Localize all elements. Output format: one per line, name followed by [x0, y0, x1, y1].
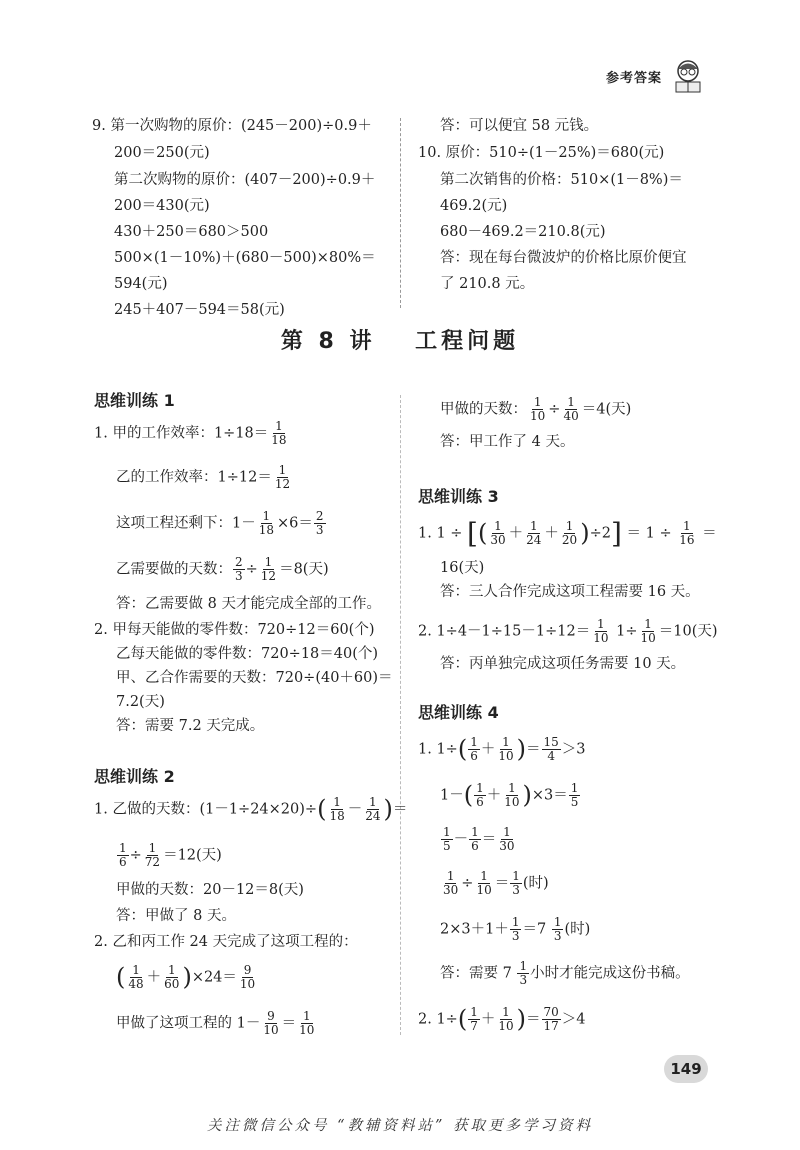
chapter-name: 工程问题 [415, 329, 520, 354]
answer-line: 答：乙需要做 8 天才能完成全部的工作。 [116, 596, 381, 612]
fraction [542, 1006, 561, 1033]
text-line: 430＋250＝680＞500 [114, 224, 269, 240]
header-tag-text: 参考答案 [605, 70, 662, 86]
numerator: 1 [278, 463, 287, 477]
fraction [569, 782, 581, 809]
fraction [496, 1006, 515, 1033]
denominator: 18 [258, 523, 275, 537]
fraction [474, 782, 486, 809]
fraction [561, 396, 580, 423]
numerator: 1 [262, 509, 271, 523]
text-line: 7.2(天) [116, 694, 165, 710]
answer-line: 答：甲工作了 4 天。 [440, 434, 575, 450]
text-line: ＝ [392, 801, 408, 818]
text-line: 乙需要做的天数： [116, 561, 232, 578]
numerator: 9 [267, 1009, 275, 1023]
text-line: 答：现在每台微波炉的价格比原价便宜 [440, 250, 687, 266]
numerator: 1 [471, 825, 479, 839]
text-line: 乙的工作效率：1÷12＝ [116, 469, 272, 486]
fraction [677, 520, 696, 547]
fraction [488, 520, 507, 547]
text-line: 第二次购物的原价：(407－200)÷0.9＋ [114, 172, 376, 188]
numerator: 1 [369, 795, 377, 809]
denominator: 16 [679, 533, 695, 547]
fraction [441, 870, 460, 897]
fraction [126, 964, 145, 991]
denominator: 48 [128, 977, 144, 991]
denominator: 30 [443, 883, 459, 897]
numerator: 9 [243, 963, 252, 977]
numerator: 1 [148, 841, 157, 855]
text-line: － [453, 831, 469, 848]
denominator: 10 [640, 631, 656, 645]
denominator: 12 [260, 569, 277, 583]
text-line: 200＝250(元) [114, 145, 210, 161]
fraction [496, 736, 515, 763]
fraction [510, 916, 522, 943]
section-title-2: 思维训练 2 [94, 767, 175, 786]
fraction [468, 1006, 480, 1033]
section-title-3: 思维训练 3 [418, 487, 499, 506]
answer-line: 答：需要 7 [440, 965, 517, 982]
text-line: 甲做的天数： [440, 401, 527, 418]
text-line: 500×(1－10%)＋(680－500)×80%＝ [114, 250, 376, 266]
fraction [238, 964, 257, 991]
denominator: 10 [498, 749, 514, 763]
denominator: 10 [504, 795, 520, 809]
fraction [269, 420, 288, 447]
text-line: ×24＝ [191, 969, 237, 986]
problem-9-line: 9. 第一次购物的原价：(245－200)÷0.9＋ [92, 118, 372, 134]
denominator: 3 [512, 883, 520, 897]
fraction [469, 826, 481, 853]
text-line: ＝4(天) [581, 401, 632, 418]
chapter-title [0, 324, 800, 355]
section-4-body: 1. 1÷( $\frac{1}{6}$ ＋ $\frac{1}{10}$ )＝ $\frac{15}{4}$ ＞3 1－( $\frac{1}{6}$ ＋ $\frac{1}{10}$ )×3＝ $\frac{1}{5}$ $\frac{1}{5}$ － $\frac{1}{6}$ ＝ $\frac{1}{30}$ $\frac{1}{30}$ ÷ $\frac{1}{10}$ ＝ $\frac{1}{3}$ (时) 2×3＋1＋ $\frac{1}{3}$ ＝7 $\frac{1}{3}$ (时) 答：需要 7 $\frac{1}{3}$ 小时才能完成这份书稿。 2. 1÷( $\frac{1}{7}$ ＋ $\frac{1}{10}$ )＝ $\frac{70}{17}$ ＞4 [418, 735, 690, 1033]
fraction [528, 396, 547, 423]
problem-10-line: 10. 原价：510÷(1－25%)＝680(元) [418, 145, 665, 161]
text-line: 乙每天能做的零件数：720÷18＝40(个) [116, 646, 379, 662]
text-line: ×6＝ [277, 515, 313, 532]
numerator: 1 [275, 419, 283, 433]
denominator: 10 [530, 409, 546, 423]
text-line: ＝12(天) [163, 847, 222, 864]
text-line: 200＝430(元) [114, 198, 210, 214]
fraction [261, 1010, 280, 1037]
numerator: 70 [543, 1005, 559, 1019]
numerator: 1 [683, 519, 691, 533]
section-3-body: 1. 1 ÷ [( $\frac{1}{30}$ ＋ $\frac{1}{24}$ ＋ $\frac{1}{20}$ )÷2] ＝ 1 ÷ $\frac{1}{16}$ ＝ 16(天) 答：三人合作完成这项工程需要 16 天。 2. 1÷4－1÷15－1÷12＝ $\frac{1}{10}$ 1÷ $\frac{1}{10}$ ＝10(天) 答：丙单独完成这项任务需要 10 天。 [418, 514, 718, 674]
top-left-column [92, 114, 392, 318]
text-line: ＝ [481, 831, 497, 848]
text-line: ＝ [494, 875, 510, 892]
text-line: ＝ 1 ÷ [621, 525, 677, 542]
text-line: 1÷ [611, 623, 638, 640]
numerator: 1 [644, 617, 652, 631]
footer-note: 关注微信公众号 “教辅资料站” 获取更多学习资料 [206, 1118, 594, 1134]
denominator: 3 [553, 929, 562, 943]
denominator: 3 [519, 973, 528, 987]
fraction [474, 870, 493, 897]
text-line: ＝8(天) [279, 561, 329, 578]
fraction [143, 842, 162, 869]
text-line: 1. 乙做的天数：(1－1÷24×20)÷ [94, 801, 318, 818]
fraction [502, 782, 521, 809]
fraction [441, 826, 453, 853]
answer-line: 答：需要 7.2 天完成。 [116, 718, 265, 734]
fraction [297, 1010, 316, 1037]
denominator: 17 [543, 1019, 559, 1033]
section-title-4: 思维训练 4 [418, 703, 499, 722]
numerator: 1 [553, 915, 562, 929]
denominator: 20 [561, 533, 578, 547]
text-line: 245＋407－594＝58(元) [114, 302, 285, 318]
fraction [510, 870, 522, 897]
denominator: 6 [471, 839, 479, 853]
numerator: 1 [443, 825, 451, 839]
numerator: 1 [570, 781, 579, 795]
denominator: 10 [263, 1023, 279, 1037]
fraction [638, 618, 657, 645]
text-line: 这项工程还剩下：1－ [116, 515, 256, 532]
text-line: 1. 甲的工作效率：1÷18＝ [94, 425, 269, 442]
text-line: ＝ [526, 1011, 541, 1028]
fraction [552, 916, 564, 943]
column-divider [400, 118, 402, 308]
fraction [363, 796, 382, 823]
fraction [560, 520, 579, 547]
denominator: 18 [271, 433, 287, 447]
fraction [117, 842, 129, 869]
numerator: 1 [119, 841, 127, 855]
denominator: 3 [511, 929, 520, 943]
denominator: 30 [490, 533, 506, 547]
text-line: 2. 甲每天能做的零件数：720÷12＝60(个) [94, 622, 375, 638]
denominator: 72 [144, 855, 161, 869]
numerator: 1 [508, 781, 516, 795]
numerator: 1 [502, 735, 510, 749]
chapter-number: 第 8 讲 [280, 329, 376, 354]
page-number: 149 [664, 1055, 708, 1083]
denominator: 5 [443, 839, 451, 853]
denominator: 18 [329, 809, 345, 823]
fraction [273, 464, 292, 491]
column-divider [400, 395, 402, 1035]
denominator: 10 [498, 1019, 514, 1033]
numerator: 1 [533, 395, 542, 409]
fraction [497, 826, 516, 853]
denominator: 60 [164, 977, 180, 991]
denominator: 7 [470, 1019, 478, 1033]
section-2-continued: 甲做的天数： $\frac{1}{10}$ ÷ $\frac{1}{40}$ ＝4(天) 答：甲工作了 4 天。 [418, 392, 718, 452]
text-line: 2×3＋1＋ [440, 921, 509, 938]
text-line: 594(元) [114, 276, 168, 292]
section-1-body: 1. 甲的工作效率：1÷18＝ $\frac{1}{18}$ 乙的工作效率：1÷12＝ $\frac{1}{12}$ 这项工程还剩下：1－ $\frac{1}{18}$ ×6＝ $\frac{2}{3}$ 乙需要做的天数： $\frac{2}{3}$ ÷ $\frac{1}{12}$ ＝8(天) 答：乙需要做 8 天才能完成全部的工作。 2. 甲每天能做的零件数：720÷12＝60(个) 乙每天能做的零件数：720÷18＝40(个) 甲、乙合作需要的天数：720÷(40＋60)＝ 7.2(天) 答：需要 7.2 天完成。 [94, 420, 394, 730]
numerator: 2 [315, 509, 324, 523]
text-line: 1. 1÷ [418, 741, 458, 758]
text-line: ＝7 [522, 921, 551, 938]
text-line: 了 210.8 元。 [440, 276, 535, 292]
denominator: 24 [526, 533, 542, 547]
fraction [542, 736, 561, 763]
text-line: ＞3 [561, 741, 586, 758]
fraction [591, 618, 610, 645]
numerator: 1 [264, 555, 273, 569]
numerator: 1 [476, 781, 484, 795]
fraction [524, 520, 543, 547]
fraction [233, 556, 245, 583]
fraction [517, 960, 529, 987]
denominator: 12 [274, 477, 291, 491]
text-line: ÷2 [589, 525, 611, 542]
text-line: ＞4 [561, 1011, 586, 1028]
denominator: 3 [315, 523, 324, 537]
text-line: 1－ [440, 787, 464, 804]
answer-line: 答：丙单独完成这项任务需要 10 天。 [440, 656, 686, 672]
denominator: 10 [476, 883, 492, 897]
text-line: 甲、乙合作需要的天数：720÷(40＋60)＝ [116, 670, 393, 686]
denominator: 24 [365, 809, 381, 823]
numerator: 1 [494, 519, 502, 533]
fraction [327, 796, 346, 823]
numerator: 1 [519, 959, 528, 973]
text-line: 680－469.2＝210.8(元) [440, 224, 606, 240]
text-line: 甲做的天数：20－12＝8(天) [116, 882, 304, 898]
denominator: 30 [499, 839, 515, 853]
fraction [257, 510, 276, 537]
text-line: 2. 乙和丙工作 24 天完成了这项工程的： [94, 934, 358, 950]
text-line: 2. 1÷ [418, 1011, 458, 1028]
numerator: 2 [235, 555, 243, 569]
text-line: (时) [564, 921, 591, 938]
text-line: 第二次销售的价格：510×(1－8%)＝ [440, 172, 683, 188]
numerator: 15 [543, 735, 559, 749]
text-line: 甲做了这项工程的 1－ [116, 1015, 261, 1032]
denominator: 3 [235, 569, 243, 583]
denominator: 10 [239, 977, 256, 991]
numerator: 1 [302, 1009, 311, 1023]
answer-line: 小时才能完成这份书稿。 [530, 965, 690, 982]
text-line: ＝ [526, 741, 541, 758]
numerator: 1 [132, 963, 140, 977]
fraction [162, 964, 181, 991]
text-line: ×3＝ [531, 787, 568, 804]
numerator: 1 [167, 963, 176, 977]
numerator: 1 [333, 795, 341, 809]
numerator: 1 [470, 735, 478, 749]
text-line: 1. 1 ÷ [418, 525, 468, 542]
denominator: 6 [470, 749, 478, 763]
denominator: 6 [119, 855, 127, 869]
denominator: 6 [476, 795, 484, 809]
text-line: 答：可以便宜 58 元钱。 [440, 118, 599, 134]
numerator: 1 [446, 869, 455, 883]
denominator: 10 [299, 1023, 315, 1037]
fraction [314, 510, 326, 537]
numerator: 1 [480, 869, 488, 883]
text-line: (时) [522, 875, 549, 892]
numerator: 1 [529, 519, 538, 533]
numerator: 1 [597, 617, 605, 631]
text-line: 16(天) [440, 560, 485, 576]
fraction [259, 556, 278, 583]
header-tag [606, 56, 708, 96]
text-line: ＝ [281, 1015, 297, 1032]
numerator: 1 [502, 1005, 510, 1019]
section-title-1: 思维训练 1 [94, 391, 175, 410]
numerator: 1 [567, 395, 575, 409]
denominator: 4 [547, 749, 555, 763]
answer-line: 答：甲做了 8 天。 [116, 908, 236, 924]
numerator: 1 [565, 519, 574, 533]
denominator: 40 [563, 409, 579, 423]
text-line: 2. 1÷4－1÷15－1÷12＝ [418, 623, 591, 640]
numerator: 1 [470, 1005, 478, 1019]
text-line: 469.2(元) [440, 198, 508, 214]
top-right-column [418, 114, 718, 294]
denominator: 10 [593, 631, 609, 645]
text-line: ＝ [697, 525, 717, 542]
reading-student-icon [668, 56, 708, 96]
numerator: 1 [512, 869, 520, 883]
text-line: ＝10(天) [658, 623, 718, 640]
fraction [468, 736, 480, 763]
numerator: 1 [511, 915, 520, 929]
answer-line: 答：三人合作完成这项工程需要 16 天。 [440, 584, 700, 600]
section-2-body: 1. 乙做的天数：(1－1÷24×20)÷( $\frac{1}{18}$ － $\frac{1}{24}$ )＝ $\frac{1}{6}$ ÷ $\frac{1}{72}$ ＝12(天) 甲做的天数：20－12＝8(天) 答：甲做了 8 天。 2. 乙和丙工作 24 天完成了这项工程的： ( $\frac{1}{48}$ ＋ $\frac{1}{60}$ )×24＝ $\frac{9}{10}$ 甲做了这项工程的 1－ $\frac{9}{10}$ ＝ $\frac{1}{10}$ [94, 795, 408, 1037]
numerator: 1 [503, 825, 511, 839]
denominator: 5 [570, 795, 579, 809]
